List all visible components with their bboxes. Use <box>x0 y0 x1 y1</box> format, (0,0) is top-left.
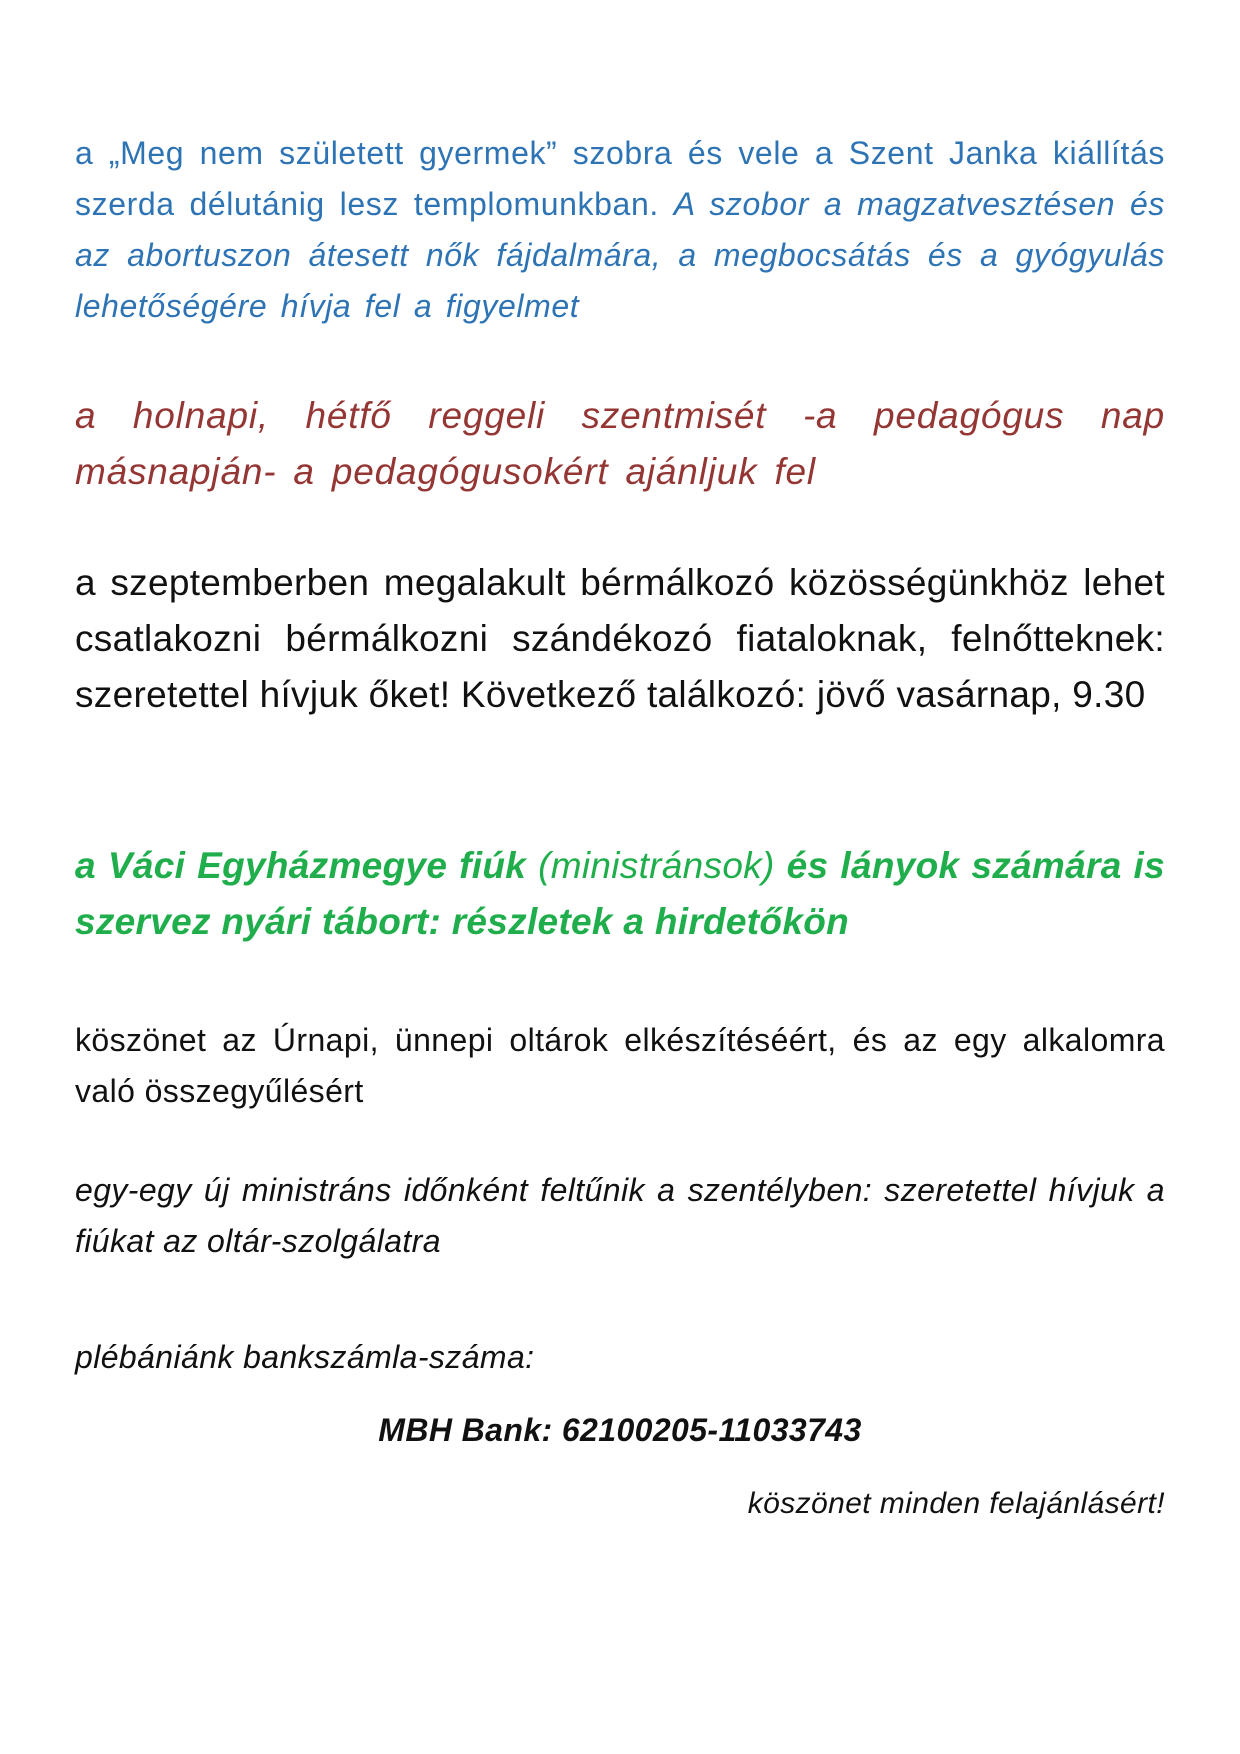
confirmation-community-announcement <box>75 555 1165 723</box>
bank-account-label-text: plébániánk bankszámla-száma: <box>75 1339 535 1375</box>
teachers-mass-announcement <box>75 388 1165 500</box>
donation-thanks <box>75 1480 1165 1528</box>
bank-account-label <box>75 1332 1165 1383</box>
summer-camp-text-start: a Váci Egyházmegye fiúk <box>75 845 539 886</box>
statue-exhibition-announcement <box>75 128 1165 332</box>
corpus-christi-thanks <box>75 1015 1165 1117</box>
altar-server-invitation-text: egy-egy új ministráns időnként feltűnik a szentélyben: szeretettel hívjuk a fiúkat az oltár-szolgálatra <box>75 1172 1165 1259</box>
summer-camp-announcement <box>75 838 1165 950</box>
donation-thanks-text: köszönet minden felajánlásért! <box>747 1487 1165 1520</box>
teachers-mass-text: a holnapi, hétfő reggeli szentmisét -a pedagógus nap másnapján- a pedagógusokért ajánljuk fel <box>75 395 1165 492</box>
altar-server-invitation <box>75 1165 1165 1267</box>
corpus-christi-thanks-text: köszönet az Úrnapi, ünnepi oltárok elkészítéséért, és az egy alkalomra való összegyűlésért <box>75 1022 1165 1109</box>
bank-account-number <box>75 1405 1165 1456</box>
bank-account-number-text: MBH Bank: 62100205-11033743 <box>378 1412 862 1448</box>
confirmation-community-text: a szeptemberben megalakult bérmálkozó közösségünkhöz lehet csatlakozni bérmálkozni szándékozó fiataloknak, felnőtteknek: szeretettel hívjuk őket! Következő találkozó: jövő vasárnap, 9.30 <box>75 562 1165 715</box>
summer-camp-altar-servers-note: (ministránsok) <box>538 845 775 886</box>
summer-camp-text-end: és lányok számára is szervez nyári tábort: részletek a hirdetőkön <box>75 845 1165 942</box>
statue-purpose-text: A szobor a magzatvesztésen és az abortuszon átesett nők fájdalmára, a megbocsátás és a gyógyulás lehetőségére hívja fel a figyelmet <box>75 186 1165 324</box>
statue-exhibition-text: a „Meg nem született gyermek” szobra és vele a Szent Janka kiállítás szerda délutánig lesz templomunkban. <box>75 135 1165 222</box>
